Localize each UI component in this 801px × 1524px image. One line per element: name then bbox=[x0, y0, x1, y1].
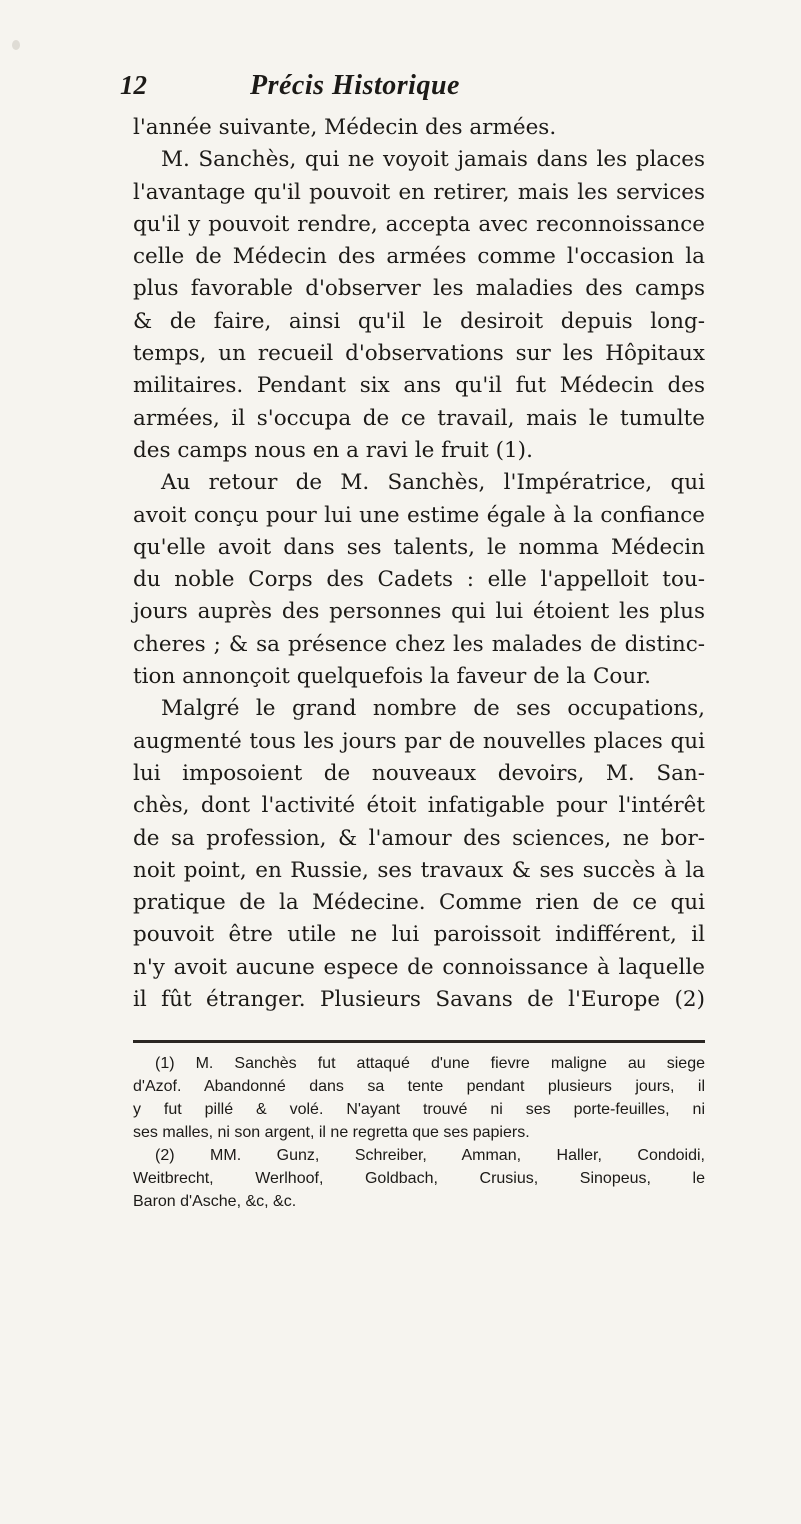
text-line: il fût étranger. Plusieurs Savans de l'Europe (2) bbox=[133, 987, 705, 1013]
text-line: n'y avoit aucune espece de connoissance à laquelle bbox=[133, 954, 705, 980]
footnote-line: Weitbrecht, Werlhoof, Goldbach, Crusius, Sinopeus, le bbox=[133, 1170, 705, 1187]
text-line: M. Sanchès, qui ne voyoit jamais dans les places bbox=[161, 147, 705, 173]
main-text bbox=[133, 112, 705, 1016]
text-line: chès, dont l'activité étoit infatigable pour l'intérêt bbox=[133, 793, 705, 819]
text-line: pouvoit être utile ne lui paroissoit indifférent, il bbox=[133, 922, 705, 948]
text-line: celle de Médecin des armées comme l'occasion la bbox=[133, 244, 705, 270]
ink-speck bbox=[12, 40, 20, 50]
running-title: Précis Historique bbox=[250, 70, 460, 101]
text-line: avoit conçu pour lui une estime égale à la confiance bbox=[133, 502, 705, 528]
page-header bbox=[120, 70, 720, 110]
text-line: l'avantage qu'il pouvoit en retirer, mais les services bbox=[133, 179, 705, 205]
footnote-line: (1) M. Sanchès fut attaqué d'une fievre maligne au siege bbox=[155, 1055, 705, 1072]
text-line: militaires. Pendant six ans qu'il fut Médecin des bbox=[133, 373, 705, 399]
footnote-line: ses malles, ni son argent, il ne regretta que ses papiers. bbox=[133, 1124, 530, 1141]
text-line: noit point, en Russie, ses travaux & ses succès à la bbox=[133, 857, 705, 883]
text-line: Malgré le grand nombre de ses occupations, bbox=[161, 696, 705, 722]
text-line: & de faire, ainsi qu'il le desiroit depuis long- bbox=[133, 308, 705, 334]
text-line: des camps nous en a ravi le fruit (1). bbox=[133, 437, 533, 463]
text-line: de sa profession, & l'amour des sciences, ne bor- bbox=[133, 825, 705, 851]
text-line: cheres ; & sa présence chez les malades de distinc- bbox=[133, 631, 705, 657]
text-line: qu'il y pouvoit rendre, accepta avec reconnoissance bbox=[133, 211, 705, 237]
text-line: augmenté tous les jours par de nouvelles places qui bbox=[133, 728, 705, 754]
footnotes bbox=[133, 1052, 705, 1213]
footnote-rule bbox=[133, 1040, 705, 1043]
footnote-line: Baron d'Asche, &c, &c. bbox=[133, 1193, 297, 1210]
text-line: temps, un recueil d'observations sur les Hôpitaux bbox=[133, 341, 705, 367]
text-line: pratique de la Médecine. Comme rien de ce qui bbox=[133, 890, 705, 916]
footnote-line: d'Azof. Abandonné dans sa tente pendant plusieurs jours, il bbox=[133, 1078, 705, 1095]
footnote-line: (2) MM. Gunz, Schreiber, Amman, Haller, Condoidi, bbox=[155, 1147, 705, 1164]
text-line: du noble Corps des Cadets : elle l'appelloit tou- bbox=[133, 567, 705, 593]
text-line: Au retour de M. Sanchès, l'Impératrice, qui bbox=[161, 470, 705, 496]
text-line: tion annonçoit quelquefois la faveur de la Cour. bbox=[133, 664, 651, 690]
text-line: jours auprès des personnes qui lui étoient les plus bbox=[133, 599, 705, 625]
text-line: plus favorable d'observer les maladies des camps bbox=[133, 276, 705, 302]
page-number: 12 bbox=[120, 70, 147, 100]
footnote-line: y fut pillé & volé. N'ayant trouvé ni ses porte-feuilles, ni bbox=[133, 1101, 705, 1118]
text-line: qu'elle avoit dans ses talents, le nomma Médecin bbox=[133, 534, 705, 560]
text-line: lui imposoient de nouveaux devoirs, M. San- bbox=[133, 760, 705, 786]
text-line: l'année suivante, Médecin des armées. bbox=[133, 115, 557, 140]
text-line: armées, il s'occupa de ce travail, mais le tumulte bbox=[133, 405, 705, 431]
